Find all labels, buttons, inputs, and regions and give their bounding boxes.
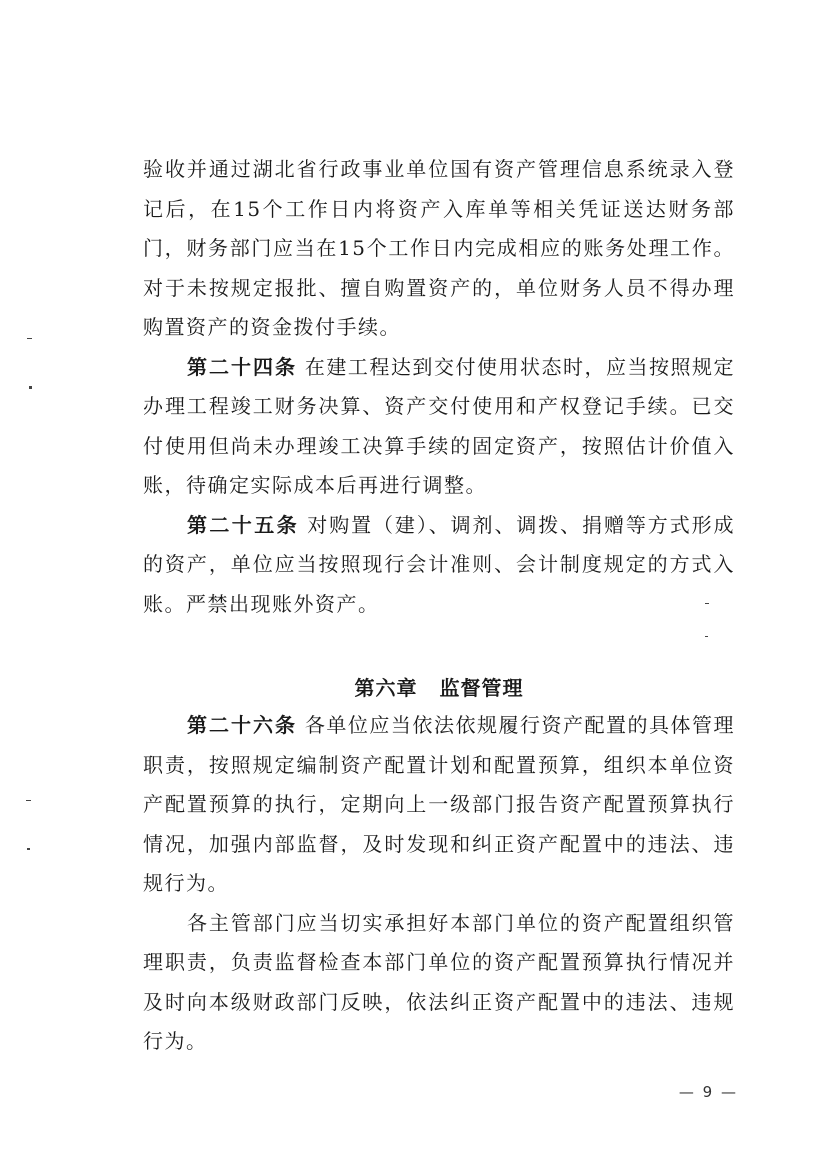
continuation-paragraph xyxy=(143,150,735,348)
article-25-paragraph xyxy=(143,506,735,625)
article-26-paragraph-2 xyxy=(143,904,735,1062)
article-26-paragraph xyxy=(143,706,735,904)
article-24-label: 第二十四条 xyxy=(187,354,298,379)
article-24-text: 在建工程达到交付使用状态时，应当按照规定办理工程竣工财务决算、资产交付使用和产权登记手续。已交付使用但尚未办理竣工决算手续的固定资产，按照估计价值入账，待确定实际成本后再进行调整。 xyxy=(143,354,736,497)
article-24-paragraph xyxy=(143,348,735,506)
article-26-paragraph-2-text: 各主管部门应当切实承担好本部门单位的资产配置组织管理职责，负责监督检查本部门单位的资产配置预算执行情况并及时向本级财政部门反映，依法纠正资产配置中的违法、违规行为。 xyxy=(143,910,735,1053)
article-25-label: 第二十五条 xyxy=(187,512,300,537)
scan-speck xyxy=(27,338,32,339)
article-26-label: 第二十六条 xyxy=(187,713,298,737)
chapter-heading xyxy=(143,670,735,706)
chapter-title: 监督管理 xyxy=(439,676,524,700)
scan-speck xyxy=(705,603,709,604)
scan-speck xyxy=(705,636,708,637)
article-26-text: 各单位应当依法依规履行资产配置的具体管理职责，按照规定编制资产配置计划和配置预算，组织本单位资产配置预算的执行，定期向上一级部门报告资产配置预算执行情况，加强内部监督，及时发现和纠正资产配置中的违法、违规行为。 xyxy=(143,713,736,895)
scan-speck xyxy=(29,386,32,389)
section-after-chapter xyxy=(143,706,735,1062)
scan-speck xyxy=(27,848,30,850)
section-before-chapter xyxy=(143,150,735,624)
page-number: — 9 — xyxy=(678,1083,738,1101)
continuation-text: 验收并通过湖北省行政事业单位国有资产管理信息系统录入登记后，在15个工作日内将资产入库单等相关凭证送达财务部门，财务部门应当在15个工作日内完成相应的账务处理工作。对于未按规定报批、擅自购置资产的，单位财务人员不得办理购置资产的资金拨付手续。 xyxy=(143,157,735,339)
chapter-number: 第六章 xyxy=(354,676,418,700)
scan-speck xyxy=(26,800,31,801)
article-25-text: 对购置（建）、调剂、调拨、捐赠等方式形成的资产，单位应当按照现行会计准则、会计制度规定的方式入账。严禁出现账外资产。 xyxy=(143,512,736,616)
